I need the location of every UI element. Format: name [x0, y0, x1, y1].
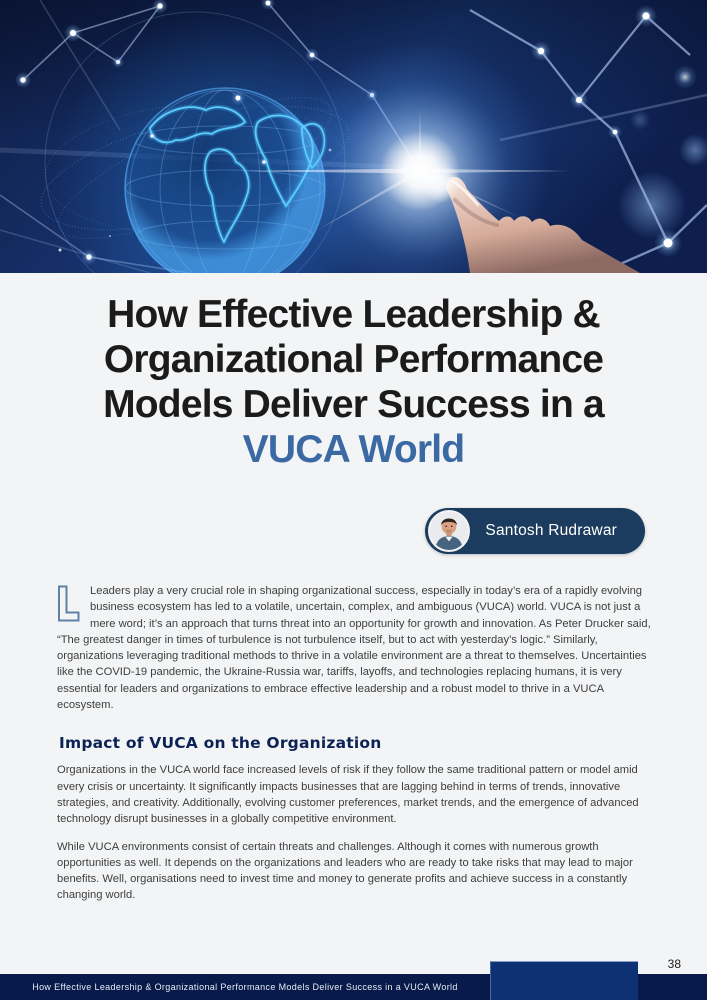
title-line: Models Deliver Success in a	[103, 383, 604, 426]
page-title	[30, 292, 677, 472]
footer-accent-box	[490, 961, 638, 1000]
author-name: Santosh Rudrawar	[485, 522, 617, 539]
hero-image	[0, 0, 707, 273]
section-heading: Impact of VUCA on the Organization	[59, 734, 382, 753]
title-line: Organizational Performance	[103, 338, 604, 381]
body-paragraph-2: While VUCA environments consist of certain threats and challenges. Although it comes with numerous growth opportunities as well. It depends on the organizations and leaders who are ready to take risks that may lead to major benefits. Well, organisations need to invest time and money to generate profits and achieve success in a constantly changing world.	[57, 840, 633, 902]
intro-paragraph	[57, 583, 651, 713]
intro-text: Leaders play a very crucial role in shaping organizational success, especially in today’s era of a rapidly evolving business ecosystem has led to a volatile, uncertain, complex, and ambiguous (VUCA) world. VUCA is not just a mere word; it’s an approach that turns threat into an opportunity for growth and innovation. As Peter Drucker said, “The greatest danger in times of turbulence is not turbulence itself, but to act with yesterday’s logic.” Similarly, organizations leveraging traditional methods to thrive in a volatile environment are a threat to themselves. Uncertainties like the COVID-19 pandemic, the Ukraine-Russia war, tariffs, layoffs, and technologies replacing humans, it is very essential for leaders and organizations to embrace effective leadership and a robust model to thrive in a VUCA ecosystem.	[57, 585, 651, 712]
page-number: 38	[667, 957, 681, 971]
title-highlight: VUCA World	[242, 428, 465, 471]
author-badge	[425, 508, 645, 554]
footer-title: How Effective Leadership & Organizational Performance Models Deliver Success in a VUCA World	[32, 982, 458, 992]
body-paragraph-1: Organizations in the VUCA world face increased levels of risk if they follow the same traditional pattern or model amid every crisis or uncertainty. It significantly impacts businesses that are lagging behind in terms of trends, innovative strategies, and creativity. Additionally, evolving customer preferences, market trends, and the emergence of advanced technology disrupt businesses in a globally competitive environment.	[57, 764, 639, 826]
author-avatar	[428, 510, 470, 552]
title-line: How Effective Leadership &	[107, 293, 600, 336]
drop-cap-l	[57, 585, 81, 616]
